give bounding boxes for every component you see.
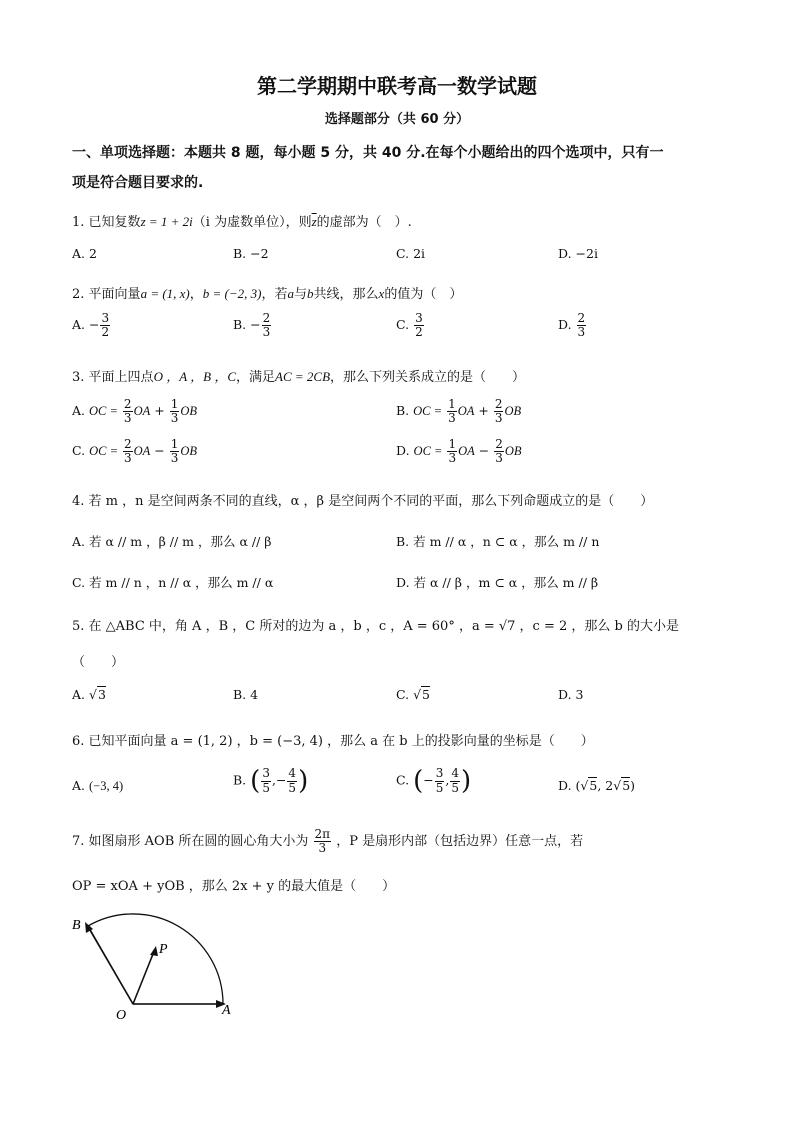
arrow-p (150, 946, 158, 956)
question-5-stem: 5. 在 △ABC 中，角 A ，B ，C 所对的边为 a ，b ，c ，A = 60° ，a = √7 ，c = 2 ，那么 b 的大小是 (72, 619, 679, 634)
question-1-stem: 1. 已知复数z = 1 + 2i（i 为虚数单位），则$\overline{z}$的虚部为（ ）. (72, 214, 412, 230)
question-7-stem: 7. 如图扇形 AOB 所在圆的圆心角大小为 $\frac{2\pi}{3}$ ，P 是扇形内部（包括边界）任意一点，若 (72, 827, 584, 856)
question-7-stem-line2: OP = xOA + yOB ，那么 2x + y 的最大值是（ ） (72, 879, 396, 894)
question-3-stem: 3. 平面上四点O ，A ，B ，C，满足AC = 2CB，那么下列关系成立的是（ ） (72, 369, 526, 385)
q6-option-b[interactable]: B. ( $\frac{3}{5}$ ,− $\frac{4}{5}$ ) (233, 766, 309, 796)
q3-option-c[interactable]: C. OC = $\frac{2}{3}$ OA − $\frac{1}{3}$ OB (72, 437, 198, 466)
q6-option-c[interactable]: C. (− $\frac{3}{5}$ , $\frac{4}{5}$ ) (396, 766, 472, 796)
label-p: P (159, 942, 168, 957)
q2-option-d[interactable]: D. $\frac{2}{3}$ (558, 311, 586, 340)
question-6-stem: 6. 已知平面向量 a = (1, 2) ，b = (−3, 4) ，那么 a 在 b 上的投影向量的坐标是（ ） (72, 734, 594, 749)
q6-option-a[interactable]: A. (−3, 4) (72, 778, 124, 793)
q3-option-d[interactable]: D. OC = $\frac{1}{3}$ OA − $\frac{2}{3}$ OB (396, 437, 522, 466)
q4-option-c[interactable]: C. 若 m // n ，n // α ，那么 m // α (72, 575, 274, 590)
vector-op (133, 949, 155, 1004)
q2-option-a[interactable]: A. − $\frac{3}{2}$ (72, 311, 110, 340)
exam-title: 第二学期期中联考高一数学试题 (257, 74, 537, 98)
label-b: B (72, 918, 81, 933)
q5-option-d[interactable]: D. 3 (558, 687, 584, 702)
q4-option-b[interactable]: B. 若 m // α ，n ⊂ α ，那么 m // n (396, 534, 600, 549)
label-a: A (222, 1003, 231, 1018)
section-subtitle: 选择题部分（共 60 分） (324, 112, 470, 127)
question-2-stem: 2. 平面向量a = (1, x)，b = (−2, 3)，若a与b共线，那么x的值为（ ） (72, 286, 463, 302)
q1-option-a[interactable]: A. 2 (72, 246, 97, 261)
vector-ob (87, 925, 133, 1004)
sector-aob-figure (60, 905, 260, 1030)
section-instruction-line1: 一、单项选择题：本题共 8 题，每小题 5 分，共 40 分.在每个小题给出的四个选项中，只有一 (72, 145, 664, 161)
q3-option-a[interactable]: A. OC = $\frac{2}{3}$ OA + $\frac{1}{3}$ OB (72, 397, 197, 426)
q1-option-b[interactable]: B. −2 (233, 246, 269, 261)
question-5-stem-line2: （ ） (72, 655, 125, 670)
q6-option-d[interactable]: D. (√5, 2√5) (558, 778, 636, 793)
q5-option-c[interactable]: C. √5 (396, 687, 430, 702)
label-o: O (116, 1008, 127, 1023)
q2-option-b[interactable]: B. − $\frac{2}{3}$ (233, 311, 271, 340)
q1-option-c[interactable]: C. 2i (396, 246, 426, 261)
q1-option-d[interactable]: D. −2i (558, 246, 598, 261)
q2-option-c[interactable]: C. $\frac{3}{2}$ (396, 311, 423, 340)
q5-option-b[interactable]: B. 4 (233, 687, 259, 702)
sector-outline (88, 914, 223, 1004)
q3-option-b[interactable]: B. OC = $\frac{1}{3}$ OA + $\frac{2}{3}$ OB (396, 397, 522, 426)
question-4-stem: 4. 若 m ，n 是空间两条不同的直线，α ，β 是空间两个不同的平面，那么下列命题成立的是（ ） (72, 494, 654, 509)
q5-option-a[interactable]: A. √3 (72, 687, 106, 702)
q4-option-d[interactable]: D. 若 α // β ，m ⊂ α ，那么 m // β (396, 575, 599, 590)
section-instruction-line2: 项是符合题目要求的. (72, 175, 204, 191)
q4-option-a[interactable]: A. 若 α // m ，β // m ，那么 α // β (72, 534, 272, 549)
